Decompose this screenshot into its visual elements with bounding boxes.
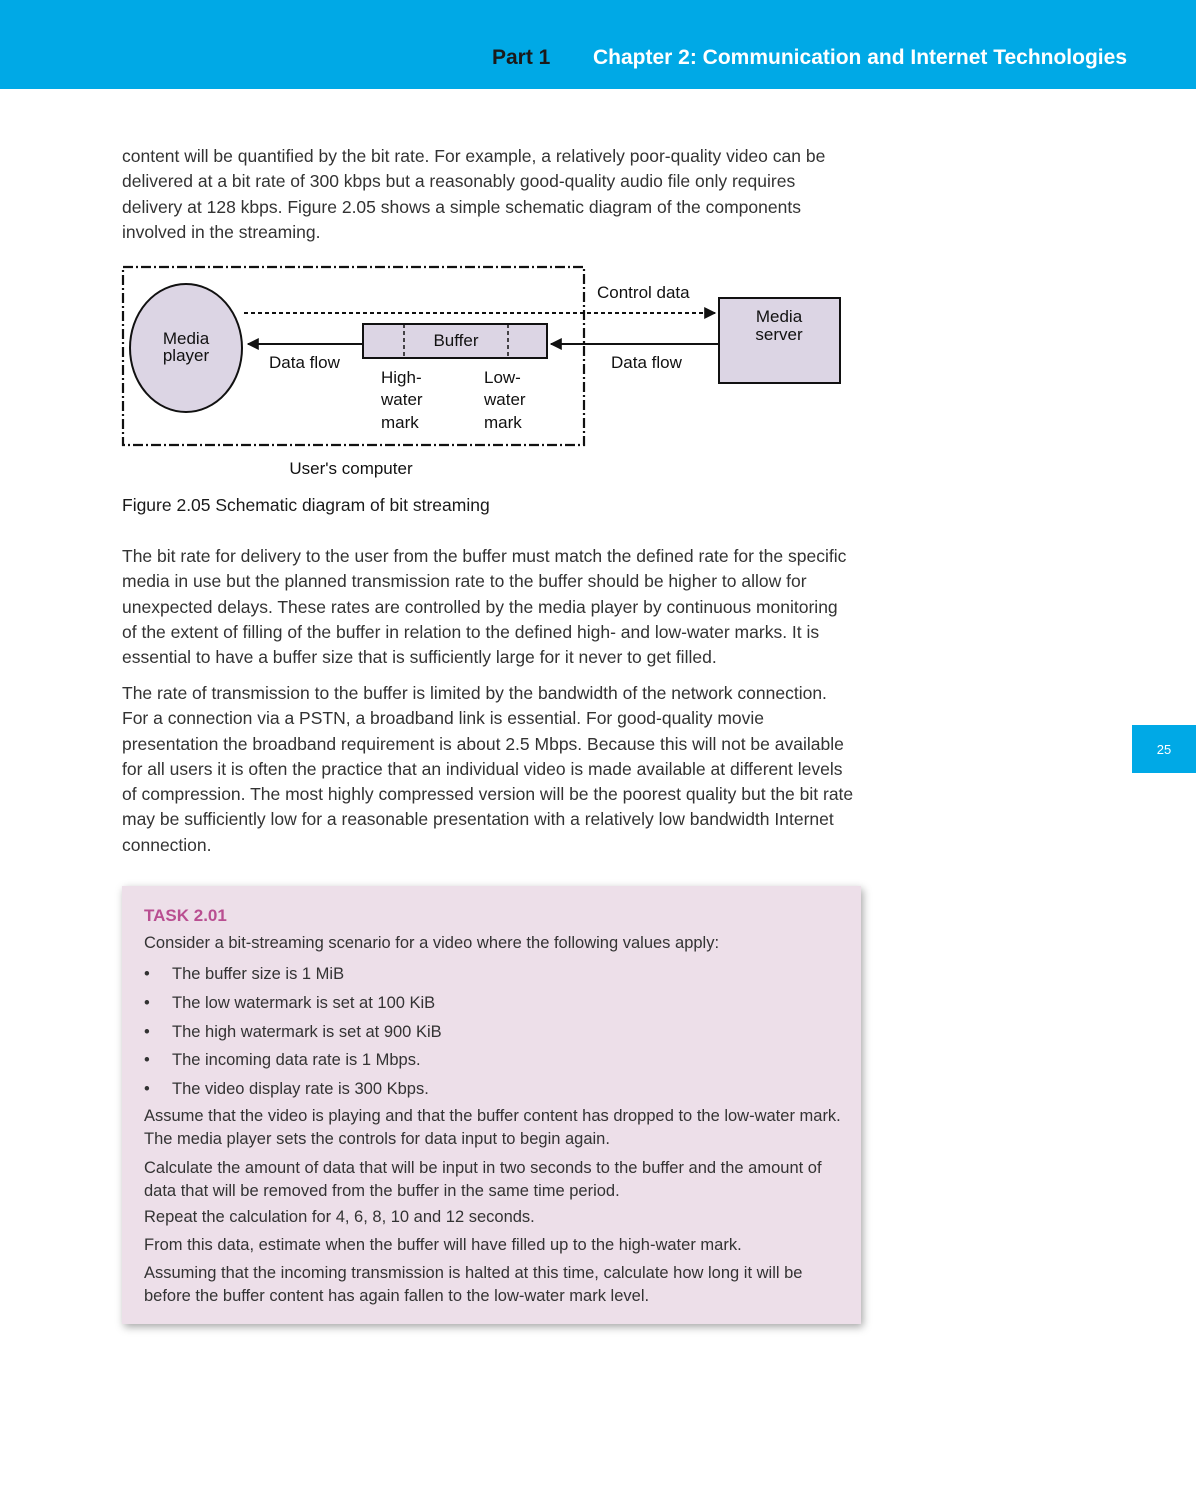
high-water-label-3: mark [381,413,419,432]
data-flow-label-right: Data flow [611,353,682,372]
list-item: • The high watermark is set at 900 KiB [144,1020,442,1049]
figure-caption: Figure 2.05 Schematic diagram of bit streaming [122,495,490,515]
low-water-label-1: Low- [484,368,521,387]
low-water-label-3: mark [484,413,522,432]
task-paragraph: From this data, estimate when the buffer will have filled up to the high-water mark. [144,1236,742,1254]
media-player-label-1: Media [162,329,210,348]
list-item: • The video display rate is 300 Kbps. [144,1077,442,1106]
media-player-label-2: player [162,346,210,365]
high-water-label-1: High- [381,368,422,387]
chapter-title: Chapter 2: Communication and Internet Technologies [593,46,1127,69]
buffer-label: Buffer [433,331,479,350]
task-bullet-list [144,962,442,1106]
body-paragraph: The rate of transmission to the buffer is limited by the bandwidth of the network connection. For a connection via a PSTN, a broadband link is essential. For good-quality movie presentation the broadband requirement is about 2.5 Mbps. Because this will not be available for all users it is often the practice that an individual video is made available at different levels of compression. The most highly compressed version will be the poorest quality but the bit rate may be sufficiently low for a reasonable presentation with a relatively low bandwidth Internet connection. [122,683,854,855]
task-box [122,886,861,1324]
bit-streaming-diagram [118,258,858,486]
task-paragraph: Calculate the amount of data that will be input in two seconds to the buffer and the amount of data that will be removed from the buffer in the same time period. [144,1159,822,1200]
high-water-label-2: water [381,390,423,409]
task-paragraph: Assuming that the incoming transmission is halted at this time, calculate how long it will be before the buffer content has again fallen to the low-water mark level. [144,1264,803,1305]
users-computer-label: User's computer [289,459,413,478]
list-item: • The low watermark is set at 100 KiB [144,991,442,1020]
part-label: Part 1 [492,46,551,69]
task-paragraph: Repeat the calculation for 4, 6, 8, 10 and 12 seconds. [144,1208,535,1226]
media-server-label-1: Media [755,307,803,326]
task-paragraph: Assume that the video is playing and that the buffer content has dropped to the low-water mark. The media player sets the controls for data input to begin again. [144,1107,841,1148]
low-water-label-2: water [484,390,526,409]
control-data-label: Control data [597,283,690,302]
list-item: • The incoming data rate is 1 Mbps. [144,1048,442,1077]
task-title: TASK 2.01 [144,906,227,925]
list-item: • The buffer size is 1 MiB [144,962,442,991]
page-number: 25 [1156,741,1172,757]
task-intro: Consider a bit-streaming scenario for a video where the following values apply: [144,934,720,952]
body-paragraph: The bit rate for delivery to the user from the buffer must match the defined rate for the specific media in use but the planned transmission rate to the buffer should be higher to allow for unexpected delays. These rates are controlled by the media player by continuous monitoring of the extent of filling of the buffer in relation to the defined high- and low-water marks. It is essential to have a buffer size that is sufficiently large for it never to get filled. [122,546,847,668]
page-header [0,0,1196,89]
media-server-label-2: server [755,325,803,344]
data-flow-label-left: Data flow [269,353,340,372]
body-paragraph: content will be quantified by the bit rate. For example, a relatively poor-quality video can be delivered at a bit rate of 300 kbps but a reasonably good-quality audio file only requires delivery at 128 kbps. Figure 2.05 shows a simple schematic diagram of the components involved in the streaming. [122,146,826,242]
page-number-tab [1132,725,1196,773]
